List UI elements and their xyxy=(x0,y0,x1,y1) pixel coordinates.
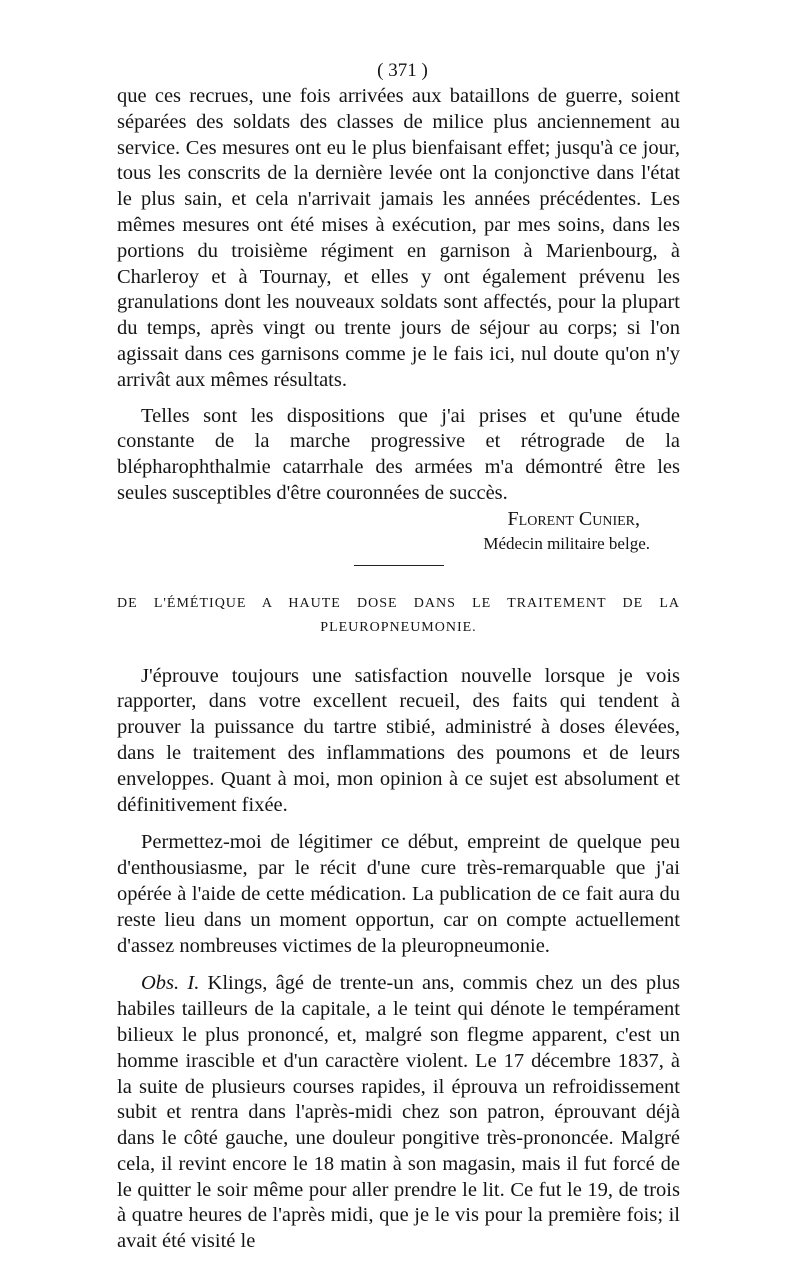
observation-label: Obs. I. xyxy=(141,972,200,995)
heading-line-2: PLEUROPNEUMONIE. xyxy=(320,619,477,635)
page xyxy=(117,58,680,1255)
author-title: Médecin militaire belge. xyxy=(483,533,650,553)
article-heading xyxy=(117,592,680,640)
observation-text: Klings, âgé de trente-un ans, commis chez un des plus habiles tailleurs de la capitale, a le teint qui dénote le tempérament bilieux le plus prononcé, et, malgré son flegme apparent, c'est un homme irascible et d'un caractère violent. Le 17 décembre 1837, à la suite de plusieurs courses rapides, il éprouva un refroidissement subit et rentra dans l'après-midi chez son patron, éprouvant déjà dans le côté gauche, une douleur pongitive très-prononcée. Malgré cela, il revint encore le 18 matin à son magasin, mais il fut forcé de le quitter le soir même pour aller prendre le lit. Ce fut le 19, de trois à quatre heures de l'après midi, que je le vis pour la première fois; il avait été visité le xyxy=(117,972,681,1253)
paragraph-enthusiasm: Permettez-moi de légitimer ce début, empreint de quelque peu d'enthousiasme, par le récit d'une cure très-remarquable que j'ai opérée à l'aide de cette médication. La publication de ce fait aura du reste lieu dans un moment opportun, car on compte actuellement d'assez nombreuses victimes de la pleuropneumonie. xyxy=(117,831,680,957)
author-name: Florent Cunier, xyxy=(507,507,640,530)
paragraph-conclusion: Telles sont les dispositions que j'ai prises et qu'une étude constante de la marche progressive et rétrograde de la blépharophthalmie catarrhale des armées m'a démontré être les seules susceptibles d'être couronnées de succès. xyxy=(117,404,680,504)
paragraph-observation xyxy=(117,971,680,1255)
heading-line-1: DE L'ÉMÉTIQUE A HAUTE DOSE DANS LE TRAITEMENT DE LA xyxy=(117,595,680,611)
page-number: ( 371 ) xyxy=(377,60,428,81)
signature xyxy=(117,507,680,555)
paragraph-introduction: J'éprouve toujours une satisfaction nouvelle lorsque je vois rapporter, dans votre excellent recueil, des faits qui tendent à prouver la puissance du tartre stibié, administré à doses élevées, dans le traitement des inflammations des poumons et de leurs enveloppes. Quant à moi, mon opinion à ce sujet est absolument et définitivement fixée. xyxy=(117,664,680,816)
section-divider xyxy=(354,565,444,566)
paragraph-recruits-measures: que ces recrues, une fois arrivées aux bataillons de guerre, soient séparées des soldats des classes de milice plus anciennement au service. Ces mesures ont eu le plus bienfaisant effet; jusqu'à ce jour, tous les conscrits de la dernière levée ont la conjonctive dans l'état le plus sain, et cela n'arrivait jamais les années précédentes. Les mêmes mesures ont été mises à exécution, par mes soins, dans les portions du troisième régiment en garnison à Marienbourg, à Charleroy et à Tournay, et elles y ont également prévenu les granulations dont les nouveaux soldats sont affectés, pour la plupart du temps, après vingt ou trente jours de séjour au corps; si l'on agissait dans ces garnisons comme je le fais ici, nul doute qu'on n'y arrivât aux mêmes résultats. xyxy=(117,85,680,391)
